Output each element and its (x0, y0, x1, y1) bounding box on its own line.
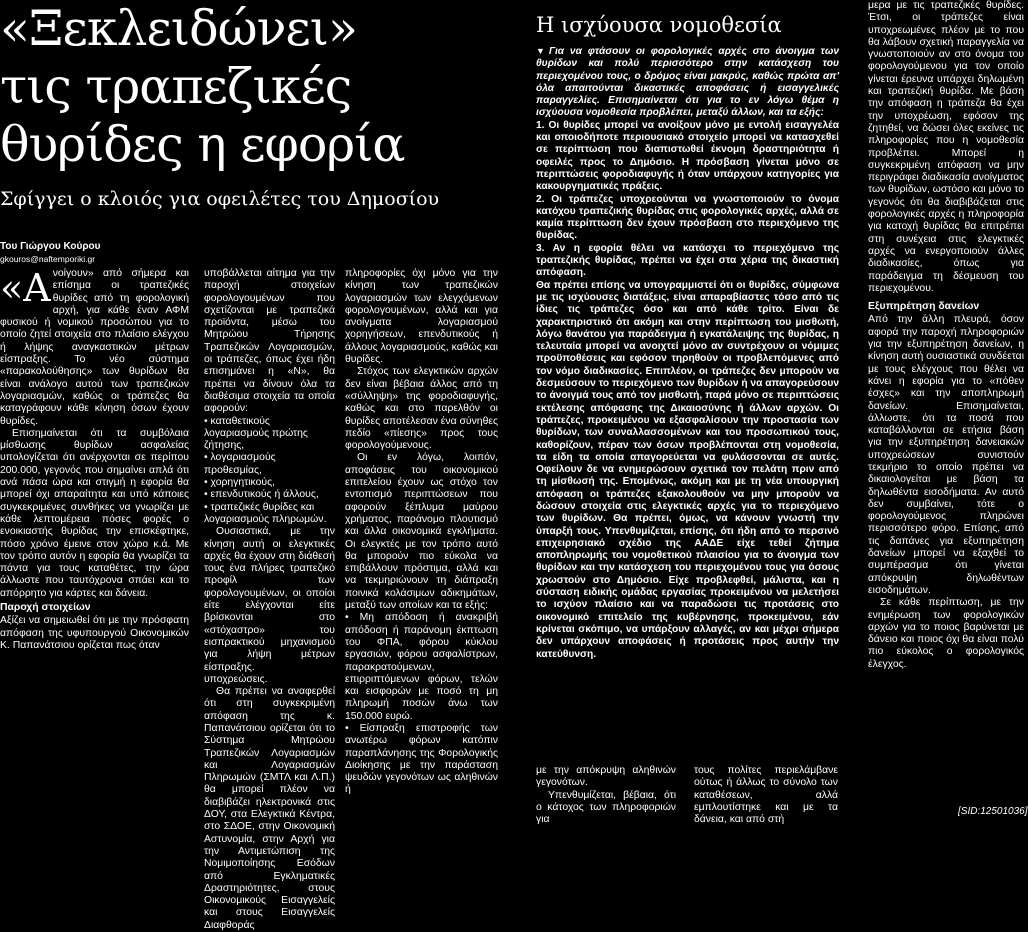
paragraph: Ουσιαστικά, με την κίνηση αυτή οι ελεγκτικές αρχές θα έχουν στη διάθεσή τους ένα πλήρες τραπεζικό προφίλ των φορολογουμένων, οι οποίοι είτε ελέγχονται είτε βρίσκονται στο «στόχαστρο» του εισπρακτικού μηχανισμού για λήψη μέτρων είσπραξης. (204, 526, 335, 673)
paragraph: Σε κάθε περίπτωση, με την ενημέρωση των φορολογικών αρχών για το ποιος βαρύνεται με δάνειο και ποιος όχι θα είναι πολύ πιο εύκολος ο φορολογικός έλεγχος. (868, 597, 1024, 670)
paragraph: με την απόκρυψη αληθινών γεγονότων. (536, 765, 676, 789)
lead-paragraph: «Ανοίγουν» από σήμερα και επίσημα οι τραπεζικές θυρίδες από τη φορολογική αρχή, για κάθε έναν ΑΦΜ φυσικού ή νομικού προσώπου για το οποίο ζητεί στοιχεία στο πλαίσιο ελέγχου ή λήψης αναγκαστικών μέτρων είσπραξης. Το νέο σύστημα «παρακολούθησης» των θυρίδων θα είναι ανάλογο αυτού των τραπεζικών λογαριασμών, καθώς οι τράπεζες θα καταγράφουν κάθε κίνηση όσων έχουν θυρίδες. (0, 266, 189, 427)
paragraph: Αξίζει να σημειωθεί ότι με την πρόσφατη απόφαση της υφυπουργού Οικονομικών Κ. Παπανάτσιου ορίζεται πως όταν (0, 615, 189, 651)
paragraph: πληροφορίες όχι μόνο για την κίνηση των τραπεζικών λογαριασμών των ελεγχόμενων φορολογουμένων, αλλά και για ανοίγματα λογαριασμού χορηγήσεων, επενδυτικούς ή άλλους λογαριασμούς, καθώς και θυρίδες. (345, 268, 498, 366)
paragraph: 3. Αν η εφορία θέλει να κατάσχει το περιεχόμενο της τραπεζικής θυρίδας, πρέπει να έχει στα χέρια της δικαστική απόφαση. (536, 242, 839, 279)
author-email: gkouros@naftemporiki.gr (0, 254, 96, 264)
author-byline: Του Γιώργου Κούρου (0, 241, 101, 252)
triangle-down-icon: ▼ (536, 46, 545, 56)
paragraph: μερα με τις τραπεζικές θυρίδες. Έτσι, οι τράπεζες είναι υποχρεωμένες πλέον με το που θα λάβουν σχετική παραγγελία να γνωστοποιούν αν στο όνομα του φορολογούμενου για τον οποίο γίνεται έρευνα υπάρχει δηλωμένη και τραπεζική θυρίδα. Με βάση την απόφαση η τράπεζα θα έχει την υποχρέωση, εφόσον της ζητηθεί, να δώσει όλες εκείνες τις πληροφορίες που η νομοθεσία προβλέπει. Μπορεί η συγκεκριμένη απόφαση να μην περιγράφει διαδικασία ανοίγματος των θυρίδων, ωστόσο και μόνο το γεγονός ότι θα διαβιβάζεται στις φορολογικές αρχές η πληροφορία για κατοχή θυρίδας θα επιτρέπει στη συνέχεια στις ελεγκτικές αρχές να ενεργοποιούν άλλες διαδικασίες, όπως για παράδειγμα τη δέσμευση του περιεχομένου. (868, 0, 1024, 294)
bullet-list (204, 416, 335, 527)
article-column-5 (694, 765, 838, 825)
paragraph: • Είσπραξη επιστροφής των ανωτέρω φόρων κατόπιν παραπλάνησης της Φορολογικής Διοίκησης με την παράσταση ψευδών γεγονότων ως αληθινών ή (345, 722, 498, 796)
article-column-4 (536, 765, 676, 825)
list-item: • καταθετικούς λογαριασμούς πρώτης ζήτησης, (204, 415, 308, 452)
paragraph: Επισημαίνεται ότι τα συμβόλαια μίσθωσης θυρίδων ασφαλείας υπολογίζεται ότι ανέρχονται σε περίπου 200.000, γεγονός που σημαίνει απλά ότι ανά πάσα ώρα και στιγμή η εφορία θα μπορεί όχι απαραίτητα και υπό κάποιες συγκεκριμένες συνθήκες να γνωρίζει με κάθε λεπτομέρεια πόσες φορές ο ενοικιαστής θυρίδας την επισκέφτηκε, πόσο χρόνο έμεινε στον χώρο κ.ά. Με τον τρόπο αυτόν η εφορία θα γνωρίζει τα πάντα για τους καταθέτες, την ώρα άλλωστε που ταυτόχρονα σπάει και το απόρρητο για κάρτες και δάνεια. (0, 427, 189, 599)
paragraph: 2. Οι τράπεζες υποχρεούνται να γνωστοποιούν το όνομα κατόχου τραπεζικής θυρίδας στις φορολογικές αρχές, αλλά σε καμία περίπτωση δεν έχουν πρόσβαση στο περιεχόμενο της θυρίδας. (536, 193, 839, 242)
paragraph: υποβάλλεται αίτημα για την παροχή στοιχείων φορολογουμένων που σχετίζονται με τραπεζικά προϊόντα, μέσω του Μητρώου Τήρησης Τραπεζικών Λογαριασμών, οι τράπεζες, όπως έχει ήδη επισημάνει η «Ν», θα πρέπει να δίνουν όλα τα διαθέσιμα στοιχεία τα οποία αφορούν: (204, 268, 335, 415)
paragraph: Στόχος των ελεγκτικών αρχών δεν είναι βέβαια άλλος από τη «σύλληψη» της φοροδιαφυγής, καθώς και στο παρελθόν οι θυρίδες αποτέλεσαν ένα σύνηθες πεδίο «πίεσης» προς τους φορολογούμενους. (345, 366, 498, 452)
legislation-box (536, 45, 839, 661)
section-subhead: Παροχή στοιχείων (0, 602, 91, 614)
article-column-6 (868, 0, 1024, 804)
headline-line-3: θυρίδες η εφορία (0, 116, 405, 173)
paragraph: Οι εν λόγω, λοιπόν, αποφάσεις του οικονομικού επιτελείου έχουν ως στόχο τον εντοπισμό περιπτώσεων που αφορούν ξέπλυμα μαύρου χρήματος, παράνομο πλουτισμό και άλλα οικονομικά εγκλήματα. Οι ελεγκτές με τον τρόπο αυτό θα μπορούν πιο εύκολα να επιβάλλουν πρόστιμα, αλλά και να τεκμηριώνουν τη διάπραξη ποινικά κολάσιμων αδικημάτων, μεταξύ των οποίων και τα εξής: (345, 452, 498, 612)
article-column-2 (204, 268, 335, 931)
paragraph: υποχρεώσεις. (204, 673, 268, 685)
paragraph: 1. Οι θυρίδες μπορεί να ανοίξουν μόνο με εντολή εισαγγελέα και οποιοδήποτε περιουσιακό στοιχείο μπορεί να κατασχεθεί σε περίπτωση που διαπιστωθεί έκνομη δραστηριότητα ή οφειλές προς το Δημόσιο. Η πρόσβαση γίνεται μόνο σε περιπτώσεις φοροδιαφυγής ή όταν υπάρχουν κατηγορίες για κακουργηματικές πράξεις. (536, 119, 839, 193)
list-item: • χορηγητικούς, (204, 477, 275, 489)
paragraph: Από την άλλη πλευρά, όσον αφορά την παροχή πληροφοριών για την εξυπηρέτηση δανείων, η κίνηση αυτή ουσιαστικά συνδέεται με τους ελέγχους που θέλει να κάνει η εφορία για το «πόθεν έσχες» και την αποπληρωμή δανείων. Επισημαίνεται, άλλωστε, ότι τα ποσά που καταβάλλονται σε ετήσια βάση για την εξυπηρέτηση δανειακών υποχρεώσεων συνιστούν τεκμήριο το οποίο πρέπει να δικαιολογείται με βάση τα δηλωθέντα εισοδήματα. Αν αυτό δεν συμβαίνει, τότε ο φορολογούμενος πληρώνει περισσότερο φόρο. Επίσης, από τις δαπάνες για εξυπηρέτηση δανείων μπορεί να εξαχθεί το συμπέρασμα ότι γίνεται απόκρυψη δηλωθέντων εισοδημάτων. (868, 314, 1024, 596)
source-id: [SID:12501036] (958, 806, 1028, 817)
article-column-3 (345, 268, 498, 825)
list-item: • λογαριασμούς προθεσμίας, (204, 452, 276, 476)
list-item: • επενδυτικούς ή άλλους, (204, 489, 319, 501)
paragraph: • Μη απόδοση ή ανακριβή απόδοση ή παράνομη έκπτωση του ΦΠΑ, φόρου κύκλου εργασιών, φόρου ασφαλίστρων, παρακρατούμενων, επιρριπτόμενων φόρων, τελών και εισφορών με ποσό τη μη πληρωμή ποσών άνω των 150.000 ευρώ. (345, 612, 498, 722)
headline-line-1: «Ξεκλειδώνει» (0, 0, 357, 57)
sidebar-box-title: Η ισχύουσα νομοθεσία (536, 13, 782, 37)
headline-line-2: τις τραπεζικές (0, 58, 352, 115)
subtitle: Σφίγγει ο κλοιός για οφειλέτες του Δημοσίου (0, 188, 440, 210)
paragraph: Θα πρέπει επίσης να υπογραμμιστεί ότι οι θυρίδες, σύμφωνα με τις ισχύουσες διατάξεις, είναι απαραβίαστες τόσο από τις ίδιες τις τράπεζες όσο και από κάθε τρίτο. Είναι δε χαρακτηριστικό ότι ακόμη και στην περίπτωση του μισθωτή, λόγω θανάτου για παράδειγμα ή εγκατάλειψης της θυρίδας, η τελευταία μπορεί να ανοιχτεί μόνο αν συντρέχουν οι νόμιμες προϋποθέσεις και εφόσον τηρηθούν οι προβλεπόμενες από τον νόμο διαδικασίες. Επιπλέον, οι τράπεζες δεν μπορούν να δεσμεύσουν το περιεχόμενο των θυρίδων ή να απαγορεύσουν το άνοιγμά τους από τον μισθωτή, παρά μόνο σε περιπτώσεις εκτέλεσης απόφασης της Δικαιοσύνης ή άλλων αρχών. Οι τράπεζες, προκειμένου να εξασφαλίσουν την προστασία των θυρίδων, των συναλλασσομένων και του προσωπικού τους, καθορίζουν, πέραν των όσων προβλέπονται στη νομοθεσία, τα είδη τα οποία απαγορεύεται να φυλάσσονται σε αυτές. Οφείλουν δε να ενημερώσουν σχετικά τον πελάτη πριν από τη μίσθωσή της. Επομένως, ακόμη και με τη νέα υπουργική απόφαση οι τράπεζες εξακολουθούν να μην μπορούν να δώσουν στοιχεία στις ελεγκτικές αρχές για το περιεχόμενο των θυρίδων. Θα πρέπει, όμως, να κάνουν γνωστή την ύπαρξή τους. Υπενθυμίζεται, επίσης, ότι ήδη από το περσινό επιχειρησιακό σχέδιο της ΑΑΔΕ είχε τεθεί ζήτημα αποπληρωμής του νομοθετικού πλαισίου για το άνοιγμα των θυρίδων και την κατάσχεση του περιεχομένου τους για όσους χρωστούν στο Δημόσιο. Είχε προβλεφθεί, μάλιστα, και η σύσταση ειδικής ομάδας εργασίας προκειμένου να μελετήσει το ισχύον πλαίσιο και να παραδώσει τις προτάσεις στο οικονομικό επιτελείο της κυβέρνησης, προκειμένου, εάν κρίνεται σκόπιμο, να υπάρξουν αλλαγές, αν και μέχρι σήμερα δεν υπάρχουν αποφάσεις ή προτάσεις προς αυτήν την κατεύθυνση. (536, 279, 839, 660)
paragraph: τους πολίτες περιελάμβανε ούτως ή άλλως το σύνολο των καταθέσεων, αλλά εμπλουτίστηκε και με τα δάνεια, και από στή (694, 765, 838, 826)
list-item: • τραπεζικές θυρίδες και λογαριασμούς πληρωμών. (204, 501, 327, 525)
lead-dropcap: «Α (0, 266, 51, 310)
headline (0, 0, 510, 174)
paragraph: Θα πρέπει να αναφερθεί ότι στη συγκεκριμένη απόφαση της κ. Παπανάτσιου ορίζεται ότι το Σύστημα Μητρώου Τραπεζικών Λογαριασμών και Λογαριασμών Πληρωμών (ΣΜΤΛ και Λ.Π.) θα μπορεί πλέον να διαβιβάζει ηλεκτρονικά στις ΔΟΥ, στα Ελεγκτικά Κέντρα, στο ΣΔΟΕ, στην Οικονομική Αστυνομία, στην Αρχή για την Αντιμετώπιση της Νομιμοποίησης Εσόδων από Εγκληματικές Δραστηριότητες, στους Οικονομικούς Εισαγγελείς και στους Εισαγγελείς Διαφθοράς (204, 686, 335, 931)
section-subhead: Εξυπηρέτηση δανείων (868, 301, 980, 313)
article-column-1 (0, 268, 189, 825)
paragraph: Υπενθυμίζεται, βέβαια, ότι ο κάτοχος των πληροφοριών για (536, 789, 676, 826)
box-intro: ▼ Για να φτάσουν οι φορολογικές αρχές στο άνοιγμα των θυρίδων και πολύ περισσότερο στην κατάσχεση του περιεχομένου τους, ο δρόμος είναι μακρύς, καθώς πρώτα απ' όλα απαιτούνται δικαστικές αποφάσεις ή εισαγγελικές παραγγελίες. Επισημαίνεται ότι για το εν λόγω θέμα η ισχύουσα νομοθεσία προβλέπει, μεταξύ άλλων, και τα εξής: (536, 46, 839, 119)
